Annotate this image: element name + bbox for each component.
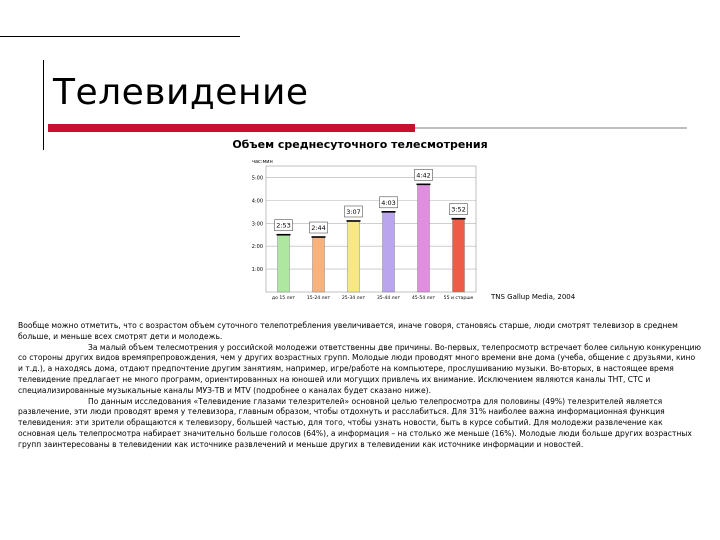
chart-title: Объем среднесуточного телесмотрения xyxy=(232,138,488,151)
data-label: 4:03 xyxy=(381,198,396,207)
y-tick-label: 1:00 xyxy=(251,267,263,274)
body-text xyxy=(18,321,702,451)
title-red-bar xyxy=(48,124,415,132)
data-label: 2:44 xyxy=(311,224,326,233)
x-tick-label: до 15 лет xyxy=(271,296,296,301)
paragraph-3: По данным исследования «Телевидение глазами телезрителей» основной целью телепросмотра для половины (49%) телезрителей является развлечение, эти люди проводят время у телевизора, главным образом, чтобы отдохнуть и расслабиться. Для 31% наиболее важна информационная функция телевидения: эти зрители обращаются к телевизору, большей частью, для того, чтобы узнать новости, быть в курсе событий. Для молодежи развлечение как основная цель телепросмотра набирает значительно больше голосов (64%), а информация – на столько же меньше (16%). Молодые люди больше других возрастных групп заинтересованы в телевидении как источнике развлечений и меньше других в телевидении как источнике информации и новостей. xyxy=(18,396,692,449)
data-label: 4:42 xyxy=(416,171,431,180)
x-tick-label: 15-24 лет xyxy=(306,296,331,301)
x-tick-label: 35-44 лет xyxy=(376,296,401,301)
plot-frame xyxy=(266,166,476,292)
paragraph-1: Вообще можно отметить, что с возрастом объем суточного телепотребления увеличивается, иначе говоря, становясь старше, люди смотрят телевизор в среднем больше, и меньше всех смотрят дети и молодежь. xyxy=(18,321,678,341)
top-rule xyxy=(0,36,240,37)
data-label: 3:07 xyxy=(346,207,361,216)
bar xyxy=(453,219,465,292)
tv-viewing-chart xyxy=(240,152,480,302)
y-tick-label: 4:00 xyxy=(251,198,263,205)
y-axis-label: час:мин xyxy=(252,159,273,165)
bar xyxy=(383,212,395,292)
data-label: 3:52 xyxy=(451,205,466,214)
chart-source: TNS Gallup Media, 2004 xyxy=(491,293,576,301)
y-tick-label: 2:00 xyxy=(251,244,263,251)
bar xyxy=(348,221,360,292)
paragraph-2: За малый объем телесмотрения у российской молодежи ответственны две причины. Во-первых, телепросмотр встречает более сильную конкуренцию со стороны других видов времяпрепровождения, чем у других возрастных групп. Молодые люди проводят много времени вне дома (учеба, общение с друзьями, кино и т.д.), а находясь дома, отдают предпочтение другим занятиям, например, игре/работе на компьютере, прослушиванию музыки. Во-вторых, в настоящее время телевидение предлагает не много программ, ориентированных на юношей или могущих привлечь их внимание. Исключением являются каналы ТНТ, СТС и специализированные музыкальные каналы МУЗ-ТВ и MTV (подробнее о каналах будет сказано ниже). xyxy=(18,342,701,395)
title-vertical-rule xyxy=(43,60,44,150)
x-tick-label: 55 и старше xyxy=(443,296,474,301)
x-tick-label: 45-54 лет xyxy=(411,296,436,301)
slide-title: Телевидение xyxy=(53,72,309,113)
bar xyxy=(278,235,290,292)
y-tick-label: 3:00 xyxy=(251,221,263,228)
x-tick-label: 25-34 лет xyxy=(341,296,366,301)
bar xyxy=(313,237,325,292)
data-label: 2:53 xyxy=(276,221,291,230)
title-grey-bar xyxy=(415,127,687,129)
y-tick-label: 5:00 xyxy=(251,175,263,182)
bar xyxy=(418,184,430,292)
